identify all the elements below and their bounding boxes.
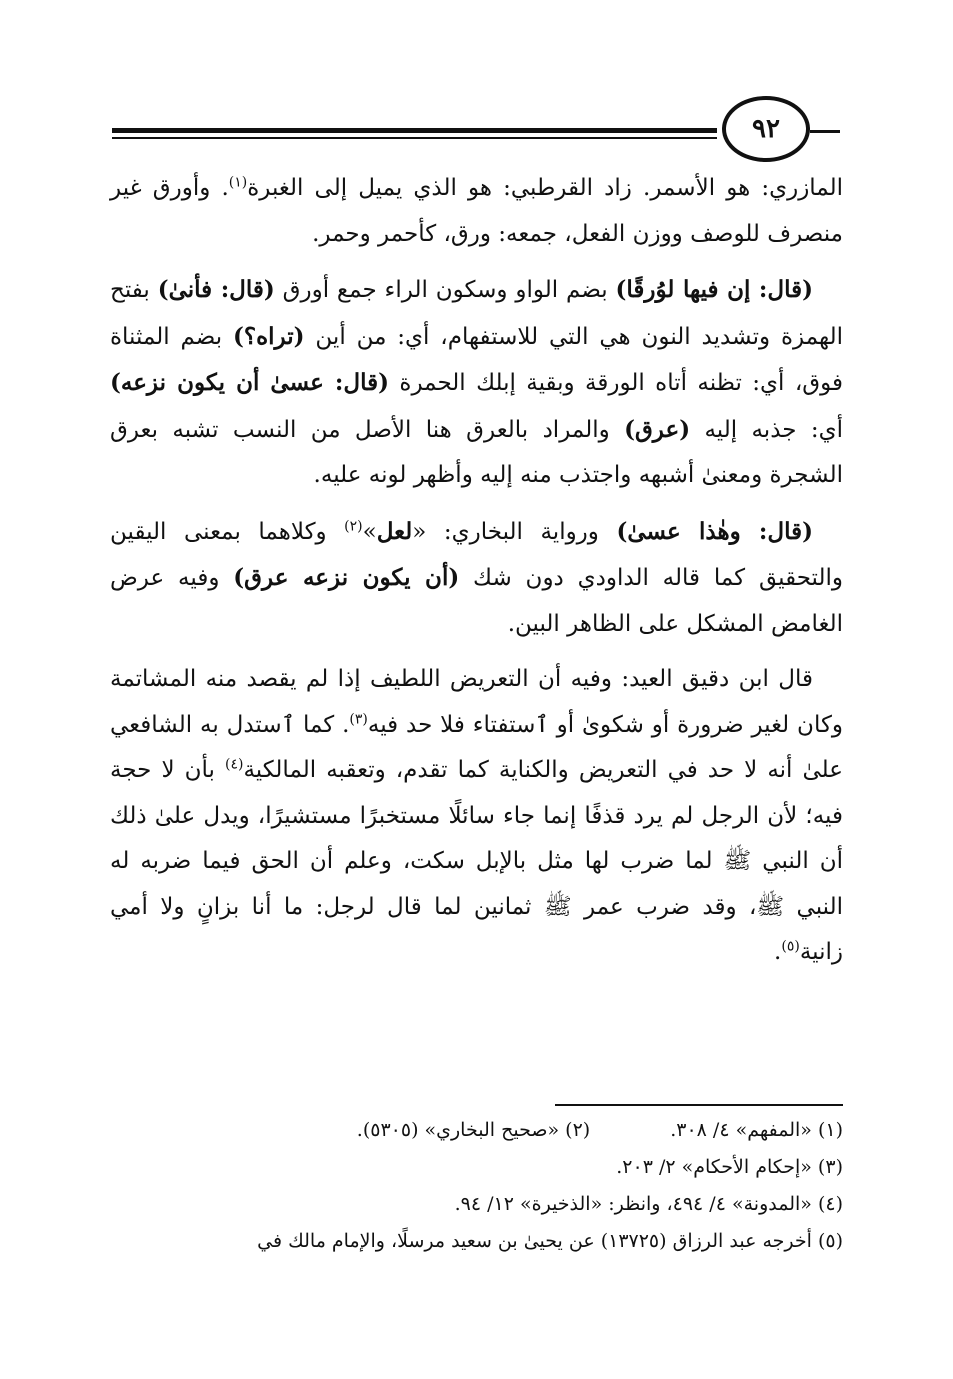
bold-quote: (قال: إن فيها لوُرقًا) [615,276,813,303]
footnote-separator [555,1104,843,1106]
text-run: المازري: هو الأسمر. زاد القرطبي: هو الذي يميل إلى الغبرة [247,175,844,201]
bold-quote: لعل [376,517,413,545]
header-rule-thin [112,137,717,139]
footnote-ref: (١) [228,174,248,191]
footnote-3: (٣) «إحكام الأحكام» ٢/ ٢٠٣. [616,1156,843,1178]
footnote-ref: (٢) [344,517,363,534]
text-run: أي: جذبه إليه [690,416,843,443]
text-run: » [362,518,377,545]
main-text [110,166,843,986]
text-run: ورواية البخاري: « [412,518,617,545]
footnote-ref: (٣) [349,710,368,727]
text-run: . كما ٱستدل به الشافعي علىٰ أنه لا حد في التعريض والكناية كما تقدم، وتعقبه المالكية [110,711,844,783]
bold-quote: (تراه؟) [233,322,305,350]
footnote-1: (١) «المفهم» ٤/ ٣٠٨. [670,1119,843,1141]
text-run: وكلاهما بمعنى اليقين والتحقيق كما قاله الداودي دون شك [110,518,843,591]
text-run: بضم الواو وسكون الراء جمع أورق [274,277,616,303]
text-run: بأن لا حجة فيه؛ لأن الرجل لم يرد قذفًا إنما جاء سائلًا مستخبرًا مستشيرًا، ويدل علىٰ ذلك أن النبي ﷺ لما ضرب لها مثل بالإبل سكت، وعلم أن الحق فيما ضربه له النبي ﷺ، وقد ضرب عمر ﷺ ثمانين لما قال لرجل: ما أنا بزانٍ ولا أمي زانية [110,757,843,965]
text-run: قال ابن دقيق العيد: وفيه أن التعريض اللطيف إذا لم يقصد منه المشاتمة وكان لغير ضرورة أو شكوىٰ أو ٱستفتاء فلا حد فيه [110,666,844,738]
bold-quote: (أن يكون نزعه عرق) [233,564,460,591]
footnote-5: (٥) أخرجه عبد الرزاق (١٣٧٢٥) عن يحيىٰ بن سعيد مرسلًا، والإمام مالك في [257,1230,843,1252]
text-run: بفتح الهمزة وتشديد النون هي التي للاستفهام، أي: من أين [110,277,843,350]
text-run: . وأورق غير منصرف للوصف ووزن الفعل، جمعه: ورق، كأحمر وحمر. [110,175,843,247]
footnote-row-1 [110,1112,843,1149]
bold-quote: (قال: فأنىٰ) [157,276,275,303]
bold-quote: (عرق) [624,415,691,443]
header-rule-thick [112,128,717,133]
page-number: ٩٢ [722,96,810,162]
footnote-ref: (٤) [224,756,244,773]
paragraph-3 [110,509,843,648]
text-run: وفيه عرض الغامض المشكل على الظاهر البين. [110,565,843,637]
footnote-2: (٢) «صحيح البخاري» (٥٣٠٥). [356,1119,591,1141]
bold-quote: (قال: وهٰذا عسىٰ) [616,517,814,545]
bold-quote: (قال: عسىٰ أن يكون نزعه) [110,369,390,396]
footnote-4: (٤) «المدونة» ٤/ ٤٩٤، وانظر: «الذخيرة» ١٢/ ٩٤. [454,1193,843,1215]
text-run: والمراد بالعرق هنا الأصل من النسب تشبه بعرق الشجرة ومعنىٰ أشبهه واجتذب منه إليه وأظهر لونه عليه. [110,416,843,488]
header-rule-right [810,130,840,133]
paragraph-2 [110,267,843,499]
page-header [0,0,953,160]
footnote-ref: (٥) [781,938,800,955]
paragraph-4 [110,657,843,976]
text-run: . [774,939,782,965]
paragraph-1 [110,166,843,257]
text-run: بضم المثناة فوق، أي: تظنه أتاه الورقة وبقية إبلك الحمرة [110,323,843,396]
footnotes [110,1112,843,1260]
